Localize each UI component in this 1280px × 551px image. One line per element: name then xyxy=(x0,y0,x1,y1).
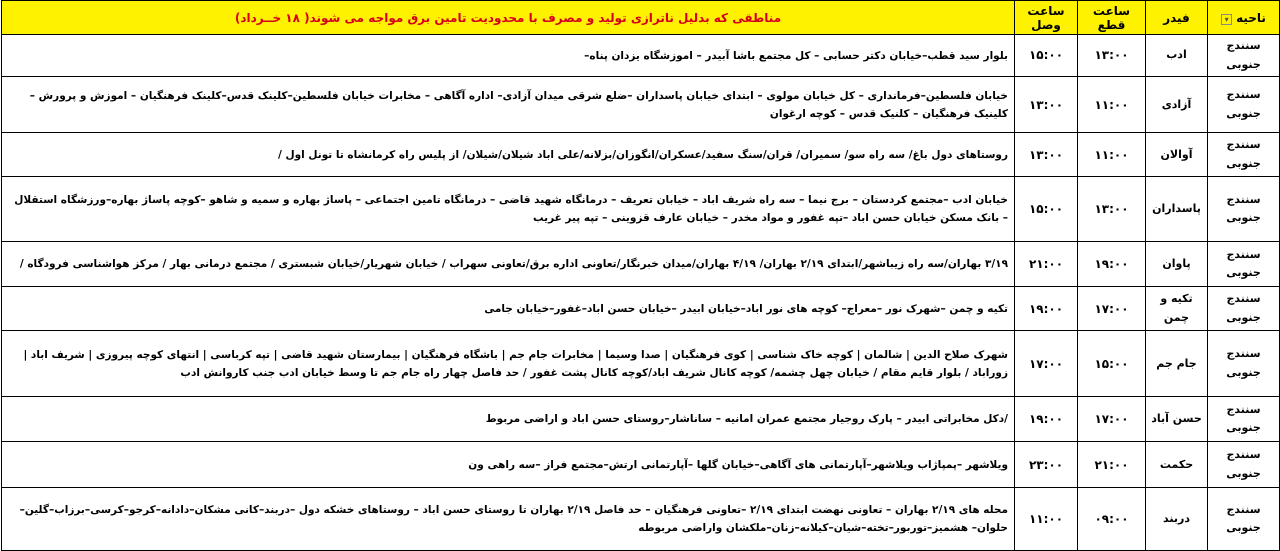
cell-feeder: پاوان xyxy=(1146,242,1208,287)
cell-connect-time: ۱۹:۰۰ xyxy=(1015,397,1078,442)
outage-schedule-table xyxy=(1,0,1280,551)
cell-cut-time: ۱۳:۰۰ xyxy=(1078,35,1146,77)
cell-connect-time: ۱۳:۰۰ xyxy=(1015,133,1078,177)
cell-feeder: حسن آباد xyxy=(1146,397,1208,442)
cell-connect-time: ۱۷:۰۰ xyxy=(1015,331,1078,397)
cell-feeder: پاسداران xyxy=(1146,177,1208,242)
cell-cut-time: ۱۹:۰۰ xyxy=(1078,242,1146,287)
cell-district: سنندج جنوبی xyxy=(1208,488,1280,551)
table-row xyxy=(2,35,1280,77)
cell-areas: خیابان فلسطین–فرمانداری – کل خیابان مولوی – ابتدای خیابان پاسداران –ضلع شرقی میدان آزادی– اداره آگاهی – مخابرات خیابان فلسطین–کلینک قدس–کلینک فرهنگیان – اموزش و پرورش – کلینیک فرهنگیان – کلنیک قدس – کوچه ارغوان xyxy=(2,77,1015,133)
cell-areas: محله های ۲/۱۹ بهاران – تعاونی نهضت ابتدای ۲/۱۹ –تعاونی فرهنگیان – حد فاصل ۲/۱۹ بهاران تا روستای حسن اباد – روستاهای خشکه دول –دربند–کانی مشکان–دادانه–کرجو–کرسی–برزاب–گلین–حلوان– هشمیز–توربور–تخته–شیان–کیلانه–زنان–ملکشان واراضی مربوطه xyxy=(2,488,1015,551)
table-row xyxy=(2,442,1280,488)
cell-cut-time: ۱۵:۰۰ xyxy=(1078,331,1146,397)
cell-feeder: ادب xyxy=(1146,35,1208,77)
cell-district: سنندج جنوبی xyxy=(1208,287,1280,331)
cell-areas: تکیه و چمن –شهرک نور –معراج– کوچه های نور اباد–خیابان ابیدر –خیابان حسن اباد–غفور–خیابان جامی xyxy=(2,287,1015,331)
cell-district: سنندج جنوبی xyxy=(1208,331,1280,397)
cell-district: سنندج جنوبی xyxy=(1208,397,1280,442)
table-body xyxy=(2,35,1280,551)
cell-cut-time: ۰۹:۰۰ xyxy=(1078,488,1146,551)
cell-feeder: آوالان xyxy=(1146,133,1208,177)
cell-cut-time: ۲۱:۰۰ xyxy=(1078,442,1146,488)
cell-connect-time: ۱۱:۰۰ xyxy=(1015,488,1078,551)
header-areas: مناطقی که بدلیل ناترازی تولید و مصرف با محدودیت تامین برق مواجه می شوند( ۱۸ خــرداد) xyxy=(2,1,1015,35)
cell-cut-time: ۱۱:۰۰ xyxy=(1078,77,1146,133)
cell-feeder: آزادی xyxy=(1146,77,1208,133)
cell-areas: خیابان ادب –مجتمع کردستان – برج نیما – سه راه شریف اباد – خیابان تعریف – درمانگاه شهید قاضی – درمانگاه تامین اجتماعی – پاساژ بهاره و سمیه و شاهو –کوچه پاساژ بهاره–ورزشگاه استقلال – بانک مسکن خیابان حسن اباد –تپه غفور و مواد مخدر – خیابان عارف قزوینی – تپه پیر غریب xyxy=(2,177,1015,242)
table-row xyxy=(2,77,1280,133)
cell-feeder: جام جم xyxy=(1146,331,1208,397)
cell-connect-time: ۱۳:۰۰ xyxy=(1015,77,1078,133)
cell-areas: روستاهای دول باغ/ سه راه سو/ سمیران/ قران/سنگ سفید/عسکران/انگوزان/بزلانه/علی اباد شیلان/شیلان/ از پلیس راه کرمانشاه تا تونل اول / xyxy=(2,133,1015,177)
cell-district: سنندج جنوبی xyxy=(1208,35,1280,77)
cell-district: سنندج جنوبی xyxy=(1208,77,1280,133)
cell-connect-time: ۲۳:۰۰ xyxy=(1015,442,1078,488)
cell-feeder: حکمت xyxy=(1146,442,1208,488)
cell-areas: ویلاشهر –پمپاژاب ویلاشهر–آپارتمانی های آگاهی–خیابان گلها –آپارتمانی ارتش–مجتمع فراز –سه راهی ون xyxy=(2,442,1015,488)
cell-connect-time: ۲۱:۰۰ xyxy=(1015,242,1078,287)
table-row xyxy=(2,287,1280,331)
cell-feeder: دربند xyxy=(1146,488,1208,551)
cell-district: سنندج جنوبی xyxy=(1208,442,1280,488)
cell-connect-time: ۱۹:۰۰ xyxy=(1015,287,1078,331)
cell-cut-time: ۱۱:۰۰ xyxy=(1078,133,1146,177)
header-connect-time: ساعت وصل xyxy=(1015,1,1078,35)
cell-cut-time: ۱۷:۰۰ xyxy=(1078,397,1146,442)
header-district-label: ناحیه xyxy=(1236,10,1266,25)
cell-connect-time: ۱۵:۰۰ xyxy=(1015,177,1078,242)
cell-areas: بلوار سید قطب–خیابان دکتر حسابی – کل مجتمع باشا آبیدر – اموزشگاه یزدان پناه– xyxy=(2,35,1015,77)
header-cut-time: ساعت قطع xyxy=(1078,1,1146,35)
cell-feeder: تکیه و چمن xyxy=(1146,287,1208,331)
cell-district: سنندج جنوبی xyxy=(1208,133,1280,177)
table-header xyxy=(2,1,1280,35)
filter-icon[interactable]: ▾ xyxy=(1221,14,1232,25)
cell-cut-time: ۱۳:۰۰ xyxy=(1078,177,1146,242)
cell-district: سنندج جنوبی xyxy=(1208,242,1280,287)
cell-areas: /دکل مخابراتی ابیدر – پارک روجیار مجتمع عمران امانیه – ساناشار–روستای حسن اباد و اراضی مربوط xyxy=(2,397,1015,442)
table-row xyxy=(2,331,1280,397)
table-row xyxy=(2,397,1280,442)
cell-connect-time: ۱۵:۰۰ xyxy=(1015,35,1078,77)
cell-cut-time: ۱۷:۰۰ xyxy=(1078,287,1146,331)
table-row xyxy=(2,177,1280,242)
table-row xyxy=(2,242,1280,287)
table-row xyxy=(2,133,1280,177)
cell-district: سنندج جنوبی xyxy=(1208,177,1280,242)
header-feeder: فیدر xyxy=(1146,1,1208,35)
cell-areas: شهرک صلاح الدین | شالمان | کوچه خاک شناسی | کوی فرهنگیان | صدا وسیما | مخابرات جام جم | باشگاه فرهنگیان | بیمارستان شهید قاضی | تپه کرباسی | انتهای کوچه پیروزی | شریف اباد | زوراباد / بلوار قایم مقام / خیابان چهل چشمه/ کوچه کانال شریف اباد/کوچه کانال پشت غفور / حد فاصل چهار راه جام جم تا وسط خیابان ادب جنب کاروانش ادب xyxy=(2,331,1015,397)
cell-areas: ۳/۱۹ بهاران/سه راه زیباشهر/ابتدای ۲/۱۹ بهاران/ ۴/۱۹ بهاران/میدان خبرنگار/تعاونی اداره برق/تعاونی سهراب / خیابان شهریار/خیابان شبستری / مجتمع درمانی بهار / مرکز هواشناسی فرودگاه / xyxy=(2,242,1015,287)
table-row xyxy=(2,488,1280,551)
header-row xyxy=(2,1,1280,35)
header-district xyxy=(1208,1,1280,35)
